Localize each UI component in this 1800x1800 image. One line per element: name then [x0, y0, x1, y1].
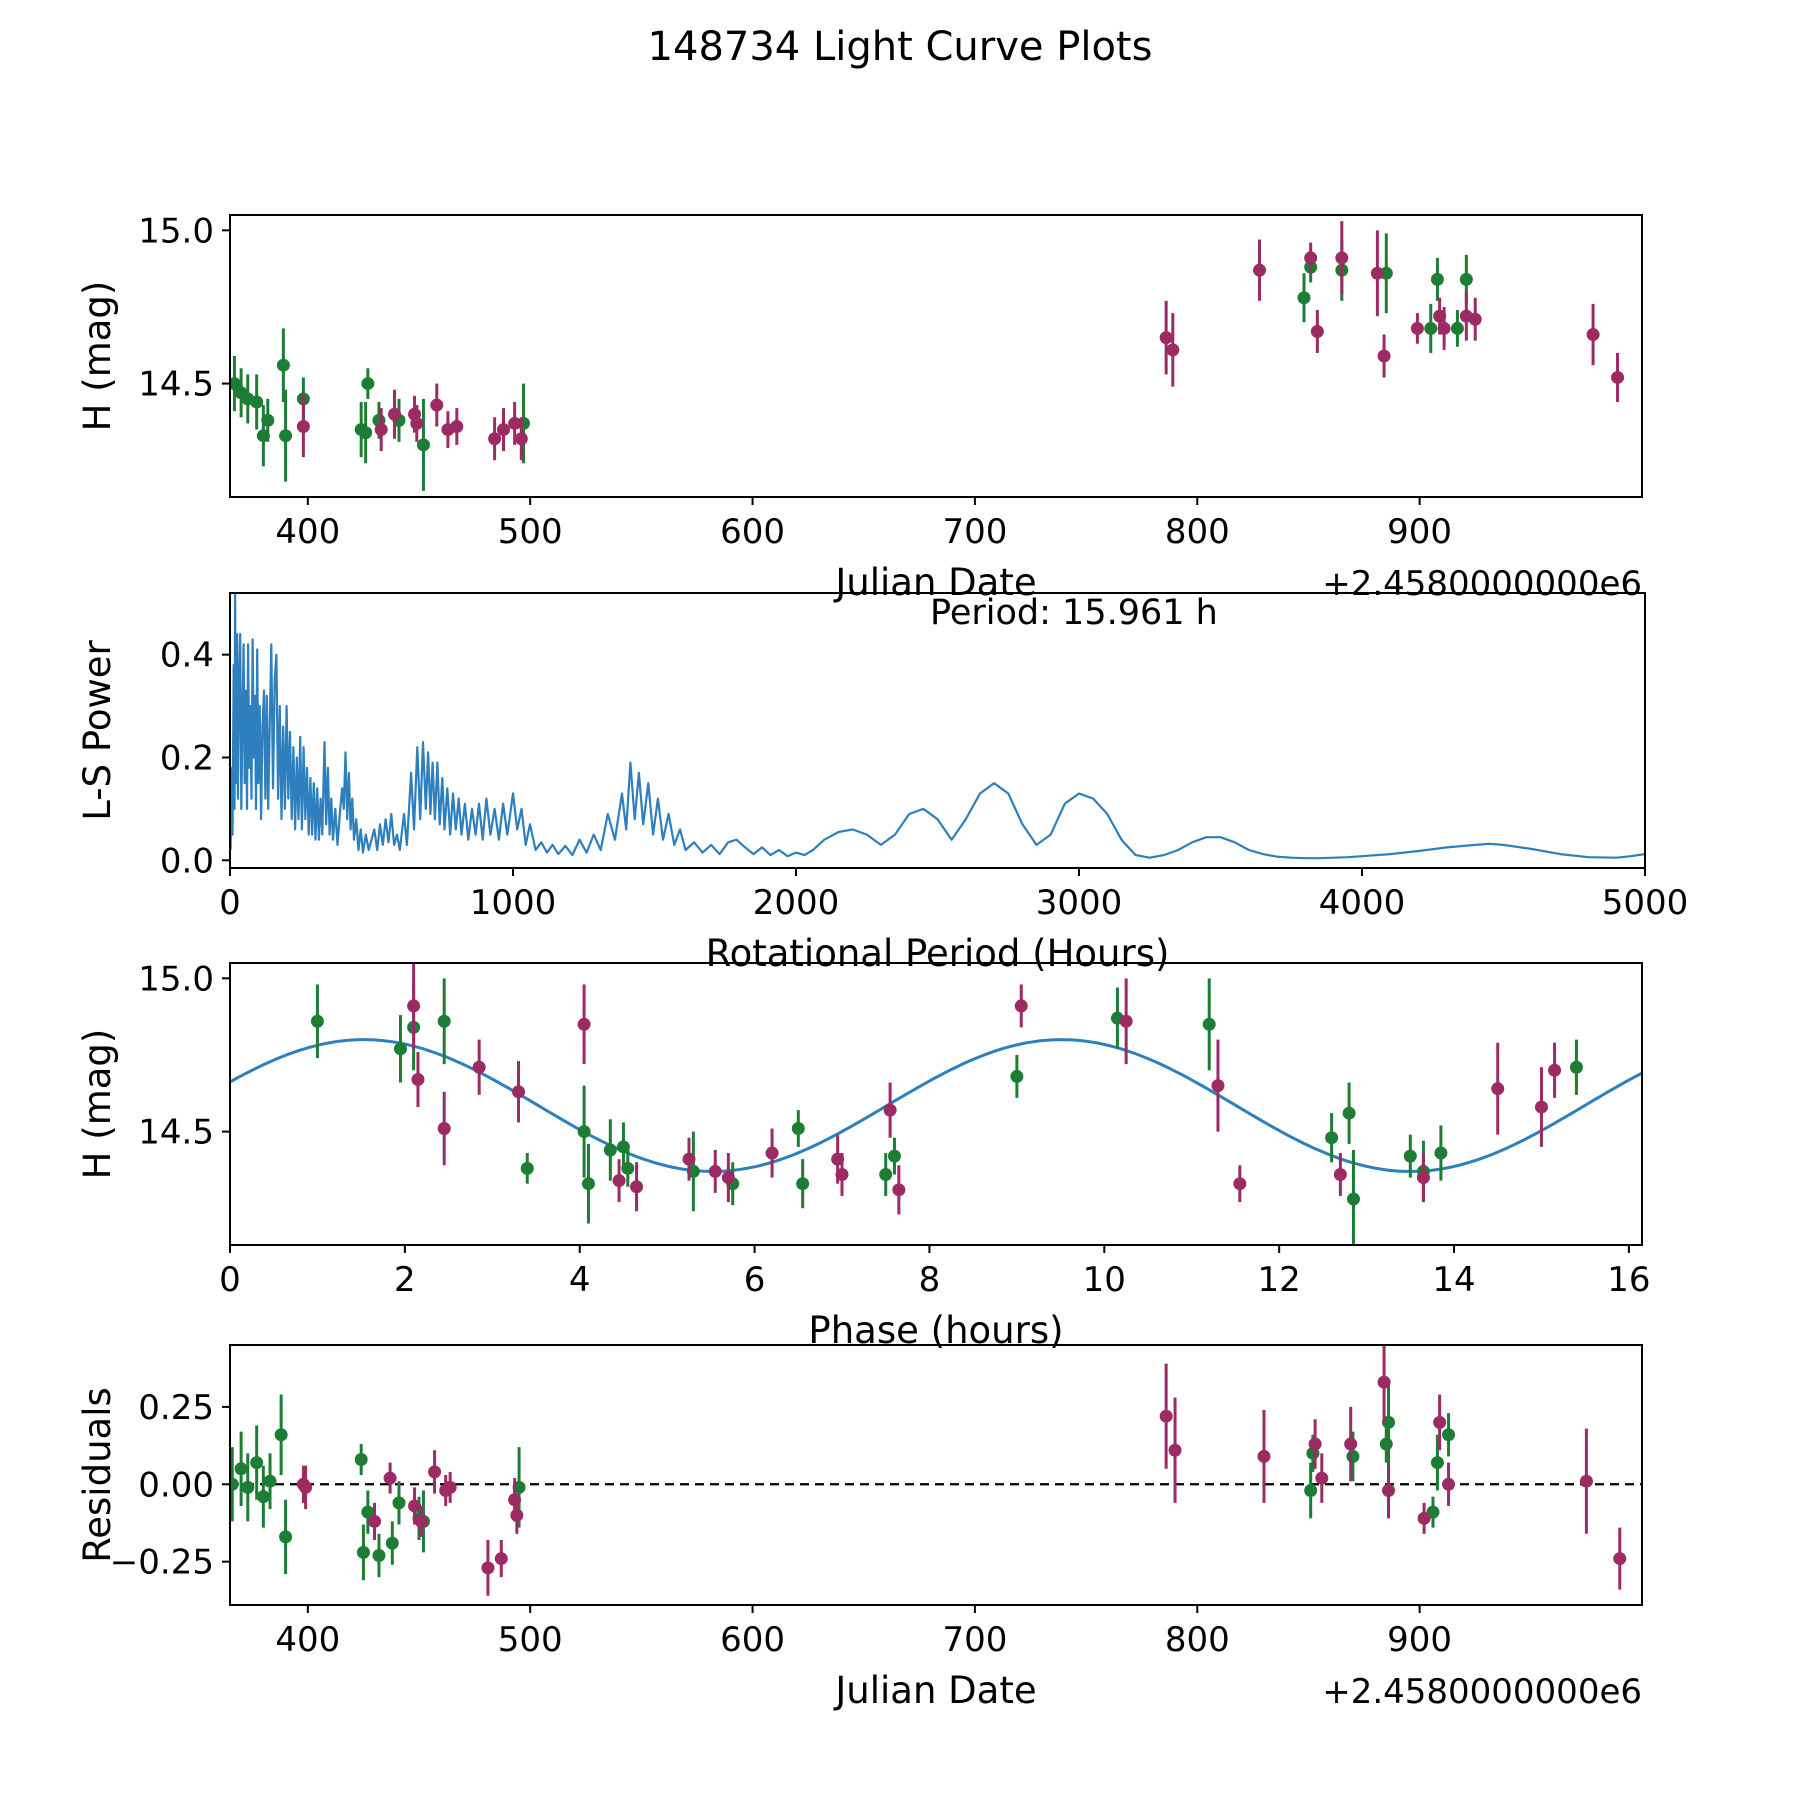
x-tick-label: 700 — [942, 512, 1008, 552]
data-point — [1431, 1456, 1444, 1469]
x-axis-label: Julian Date — [835, 1669, 1037, 1712]
data-point — [430, 399, 443, 412]
x-axis-label: Julian Date — [835, 561, 1037, 604]
x-tick-label: 400 — [275, 1620, 341, 1660]
data-point — [444, 1481, 457, 1494]
data-point — [473, 1061, 486, 1074]
data-point — [1378, 1376, 1391, 1389]
data-point — [1417, 1171, 1430, 1184]
data-point — [1335, 251, 1348, 264]
data-point — [384, 1472, 397, 1485]
data-point — [1378, 350, 1391, 363]
data-point — [497, 423, 510, 436]
y-axis-label: L-S Power — [76, 640, 119, 821]
data-point — [1491, 1082, 1504, 1095]
data-point — [1257, 1450, 1270, 1463]
data-point — [261, 414, 274, 427]
data-point — [1253, 264, 1266, 277]
data-point — [297, 420, 310, 433]
residuals-data-area — [226, 1342, 1642, 1596]
x-tick-label: 2 — [394, 1260, 416, 1300]
data-point — [1203, 1018, 1216, 1031]
axes-frame — [230, 1345, 1642, 1605]
data-point — [410, 417, 423, 430]
data-point — [508, 1493, 521, 1506]
data-point — [495, 1552, 508, 1565]
x-tick-label: 0 — [219, 1260, 241, 1300]
x-axis-label: Rotational Period (Hours) — [705, 932, 1170, 975]
x-tick-label: 8 — [918, 1260, 941, 1300]
x-tick-label: 900 — [1387, 512, 1453, 552]
phase-folded-plot — [76, 959, 1651, 1352]
y-tick-label: 0.00 — [138, 1465, 214, 1506]
data-point — [879, 1168, 892, 1181]
lightcurve-jd-data-area — [228, 221, 1624, 491]
y-tick-label: 0.2 — [159, 738, 214, 779]
data-point — [411, 1073, 424, 1086]
data-point — [1166, 343, 1179, 356]
data-point — [311, 1015, 324, 1028]
data-point — [241, 1481, 254, 1494]
data-point — [1160, 1410, 1173, 1423]
x-tick-label: 500 — [497, 512, 563, 552]
x-tick-label: 12 — [1257, 1260, 1301, 1300]
data-point — [388, 408, 401, 421]
data-point — [264, 1475, 277, 1488]
y-tick-label: 15.0 — [138, 211, 214, 252]
data-point — [1611, 371, 1624, 384]
x-tick-label: 800 — [1164, 512, 1230, 552]
data-point — [394, 1042, 407, 1055]
data-point — [1309, 1438, 1322, 1451]
axes-frame — [230, 215, 1642, 497]
data-point — [1233, 1177, 1246, 1190]
residuals-series-purple — [297, 1342, 1626, 1596]
data-point — [1334, 1168, 1347, 1181]
x-tick-label: 700 — [942, 1620, 1008, 1660]
x-axis-label: Phase (hours) — [808, 1309, 1064, 1352]
data-point — [1325, 1131, 1338, 1144]
x-tick-label: 600 — [720, 512, 786, 552]
data-point — [1311, 325, 1324, 338]
data-point — [357, 1546, 370, 1559]
data-point — [613, 1174, 626, 1187]
data-point — [722, 1171, 735, 1184]
data-point — [1315, 1472, 1328, 1485]
data-point — [1460, 273, 1473, 286]
data-point — [683, 1153, 696, 1166]
data-point — [375, 423, 388, 436]
data-point — [1424, 322, 1437, 335]
y-tick-label: 0.0 — [159, 841, 214, 882]
x-tick-label: 400 — [275, 512, 341, 552]
data-point — [1613, 1552, 1626, 1565]
x-tick-label: 900 — [1387, 1620, 1453, 1660]
data-point — [1469, 313, 1482, 326]
data-point — [277, 359, 290, 372]
data-point — [372, 1549, 385, 1562]
x-axis-offset-label: +2.4580000000e6 — [1322, 564, 1642, 604]
data-point — [257, 1490, 270, 1503]
lightcurve-jd-series-purple — [297, 221, 1624, 460]
data-point — [1380, 1438, 1393, 1451]
data-point — [1548, 1064, 1561, 1077]
x-tick-label: 0 — [219, 883, 241, 923]
y-tick-label: 14.5 — [138, 1112, 214, 1153]
data-point — [368, 1515, 381, 1528]
x-tick-label: 6 — [743, 1260, 766, 1300]
data-point — [481, 1561, 494, 1574]
data-point — [355, 1453, 368, 1466]
data-point — [796, 1177, 809, 1190]
data-point — [1431, 273, 1444, 286]
data-point — [1344, 1438, 1357, 1451]
data-point — [438, 1015, 451, 1028]
y-axis-label: H (mag) — [76, 280, 119, 432]
data-point — [408, 1499, 421, 1512]
data-point — [428, 1465, 441, 1478]
data-point — [1211, 1079, 1224, 1092]
data-point — [275, 1428, 288, 1441]
y-axis-label: Residuals — [76, 1387, 119, 1563]
data-point — [250, 1456, 263, 1469]
data-point — [578, 1018, 591, 1031]
lightcurve-jd-plot — [76, 211, 1642, 604]
x-tick-label: 14 — [1432, 1260, 1476, 1300]
data-point — [1442, 1478, 1455, 1491]
data-point — [1535, 1101, 1548, 1114]
lightcurve-jd-series-green — [228, 233, 1473, 490]
period-annotation: Period: 15.961 h — [930, 593, 1218, 633]
x-tick-label: 5000 — [1601, 883, 1689, 923]
data-point — [417, 438, 430, 451]
data-point — [1434, 1147, 1447, 1160]
x-tick-label: 4000 — [1318, 883, 1406, 923]
data-point — [1570, 1061, 1583, 1074]
data-point — [1343, 1107, 1356, 1120]
data-point — [604, 1143, 617, 1156]
axes-frame — [230, 593, 1645, 868]
x-tick-label: 16 — [1607, 1260, 1651, 1300]
data-point — [521, 1162, 534, 1175]
data-point — [836, 1168, 849, 1181]
data-point — [1451, 322, 1464, 335]
x-tick-label: 1000 — [469, 883, 557, 923]
data-point — [361, 377, 374, 390]
figure-title: 148734 Light Curve Plots — [647, 24, 1153, 70]
data-point — [1442, 1428, 1455, 1441]
data-point — [515, 432, 528, 445]
data-point — [512, 1085, 525, 1098]
phase-folded-series-green — [311, 978, 1583, 1248]
data-point — [235, 1462, 248, 1475]
data-point — [709, 1165, 722, 1178]
data-point — [884, 1104, 897, 1117]
residuals-plot — [76, 1342, 1642, 1712]
phase-folded-data-area — [230, 963, 1642, 1248]
data-point — [279, 1530, 292, 1543]
periodogram-plot — [76, 593, 1688, 975]
data-point — [1418, 1512, 1431, 1525]
data-point — [1587, 328, 1600, 341]
y-tick-label: 14.5 — [138, 364, 214, 405]
data-point — [1580, 1475, 1593, 1488]
data-point — [386, 1537, 399, 1550]
sinusoid-fit-line — [230, 1040, 1642, 1172]
data-point — [1433, 1416, 1446, 1429]
x-tick-label: 3000 — [1035, 883, 1123, 923]
data-point — [1298, 291, 1311, 304]
data-point — [299, 1481, 312, 1494]
data-point — [1120, 1015, 1133, 1028]
residuals-series-green — [226, 1379, 1455, 1580]
x-tick-label: 2000 — [752, 883, 840, 923]
y-tick-label: 0.4 — [159, 635, 214, 676]
data-point — [359, 426, 372, 439]
data-point — [892, 1183, 905, 1196]
data-point — [438, 1122, 451, 1135]
x-tick-label: 800 — [1164, 1620, 1230, 1660]
data-point — [630, 1180, 643, 1193]
x-tick-label: 4 — [568, 1260, 591, 1300]
y-tick-label: 0.25 — [138, 1387, 214, 1428]
data-point — [415, 1515, 428, 1528]
data-point — [1346, 1450, 1359, 1463]
x-tick-label: 600 — [720, 1620, 786, 1660]
data-point — [1160, 331, 1173, 344]
data-point — [1304, 1484, 1317, 1497]
data-point — [279, 429, 292, 442]
y-tick-label: 15.0 — [138, 959, 214, 1000]
y-tick-label: −0.25 — [109, 1542, 214, 1583]
data-point — [392, 1496, 405, 1509]
data-point — [766, 1147, 779, 1160]
data-point — [508, 417, 521, 430]
data-point — [621, 1162, 634, 1175]
x-axis-offset-label: +2.4580000000e6 — [1322, 1672, 1642, 1712]
phase-folded-series-purple — [407, 963, 1561, 1214]
data-point — [1411, 322, 1424, 335]
data-point — [792, 1122, 805, 1135]
data-point — [1347, 1193, 1360, 1206]
data-point — [888, 1150, 901, 1163]
data-point — [407, 999, 420, 1012]
data-point — [1382, 1484, 1395, 1497]
data-point — [1304, 251, 1317, 264]
y-axis-label: H (mag) — [76, 1028, 119, 1180]
data-point — [1169, 1444, 1182, 1457]
data-point — [1015, 999, 1028, 1012]
data-point — [250, 395, 263, 408]
axes-frame — [230, 963, 1642, 1245]
data-point — [582, 1177, 595, 1190]
x-tick-label: 10 — [1082, 1260, 1126, 1300]
data-point — [1010, 1070, 1023, 1083]
x-tick-label: 500 — [497, 1620, 563, 1660]
data-point — [1404, 1150, 1417, 1163]
data-point — [1371, 267, 1384, 280]
data-point — [578, 1125, 591, 1138]
data-point — [1438, 322, 1451, 335]
data-point — [450, 420, 463, 433]
data-point — [510, 1509, 523, 1522]
